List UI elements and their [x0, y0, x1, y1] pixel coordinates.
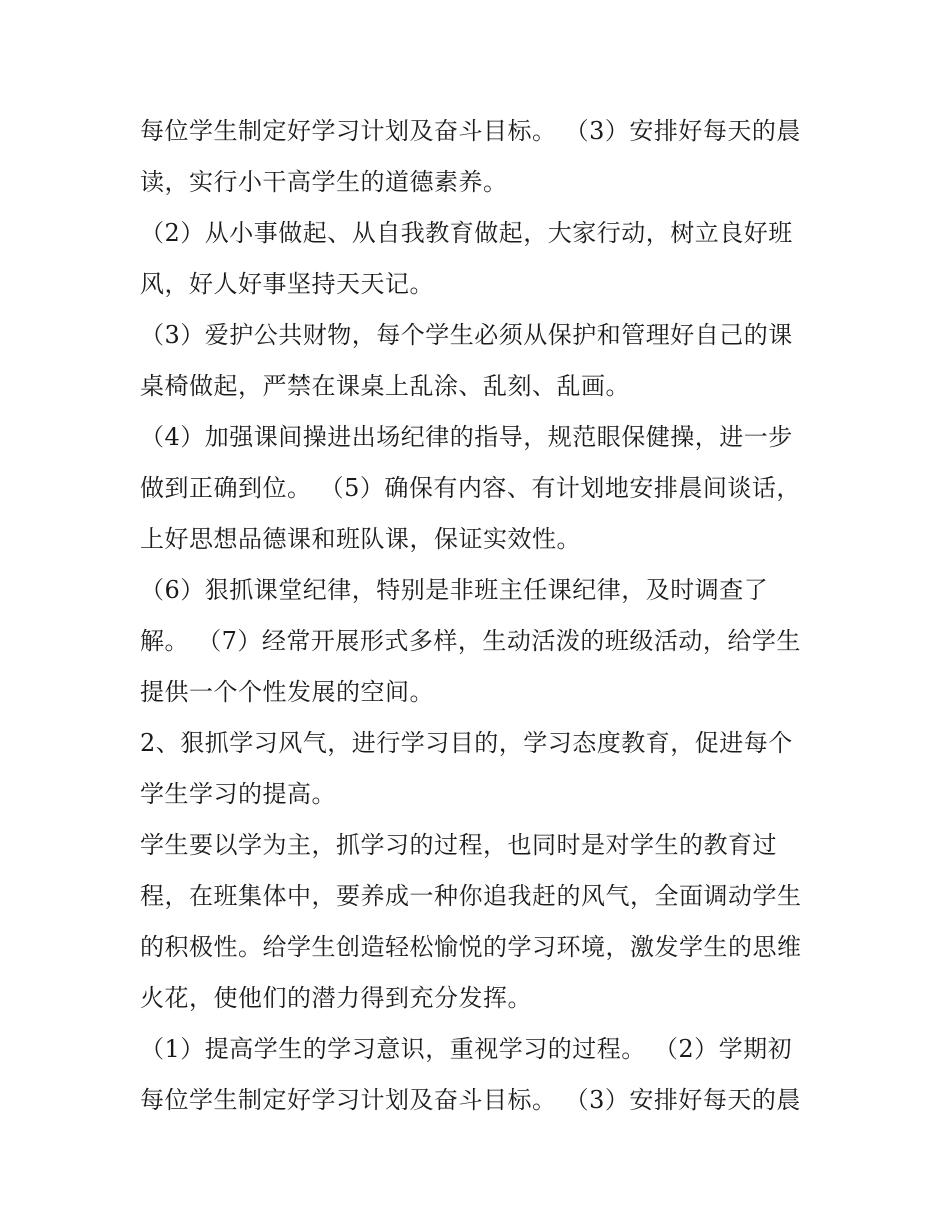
text-line: 解。 （7）经常开展形式多样，生动活泼的班级活动，给学生: [140, 627, 801, 655]
text-line: 读，实行小干高学生的道德素养。: [140, 168, 508, 196]
text-line: 学生学习的提高。: [140, 780, 336, 808]
text-line: 火花，使他们的潜力得到充分发挥。: [140, 984, 532, 1012]
text-line: 学生要以学为主，抓学习的过程，也同时是对学生的教育过: [140, 831, 777, 859]
text-line: （4）加强课间操进出场纪律的指导，规范眼保健操，进一步: [140, 423, 793, 451]
document-body: [140, 106, 820, 1126]
text-line: （6）狠抓课堂纪律，特别是非班主任课纪律，及时调查了: [140, 576, 769, 604]
text-line: 上好思想品德课和班队课，保证实效性。: [140, 525, 581, 553]
text-line: 提供一个个性发展的空间。: [140, 678, 434, 706]
text-line: 2、狠抓学习风气，进行学习目的，学习态度教育，促进每个: [140, 729, 793, 757]
text-line: 风，好人好事坚持天天记。: [140, 270, 434, 298]
text-line: （1）提高学生的学习意识，重视学习的过程。 （2）学期初: [140, 1035, 793, 1063]
text-line: （3）爱护公共财物，每个学生必须从保护和管理好自己的课: [140, 321, 793, 349]
text-line: 每位学生制定好学习计划及奋斗目标。 （3）安排好每天的晨: [140, 117, 801, 145]
text-line: 程，在班集体中，要养成一种你追我赶的风气，全面调动学生: [140, 882, 802, 910]
text-line: （2）从小事做起、从自我教育做起，大家行动，树立良好班: [140, 219, 793, 247]
text-line: 桌椅做起，严禁在课桌上乱涂、乱刻、乱画。: [140, 372, 630, 400]
text-line: 每位学生制定好学习计划及奋斗目标。 （3）安排好每天的晨: [140, 1086, 801, 1114]
text-line: 做到正确到位。 （5）确保有内容、有计划地安排晨间谈话，: [140, 474, 801, 502]
text-line: 的积极性。给学生创造轻松愉悦的学习环境，激发学生的思维: [140, 933, 802, 961]
